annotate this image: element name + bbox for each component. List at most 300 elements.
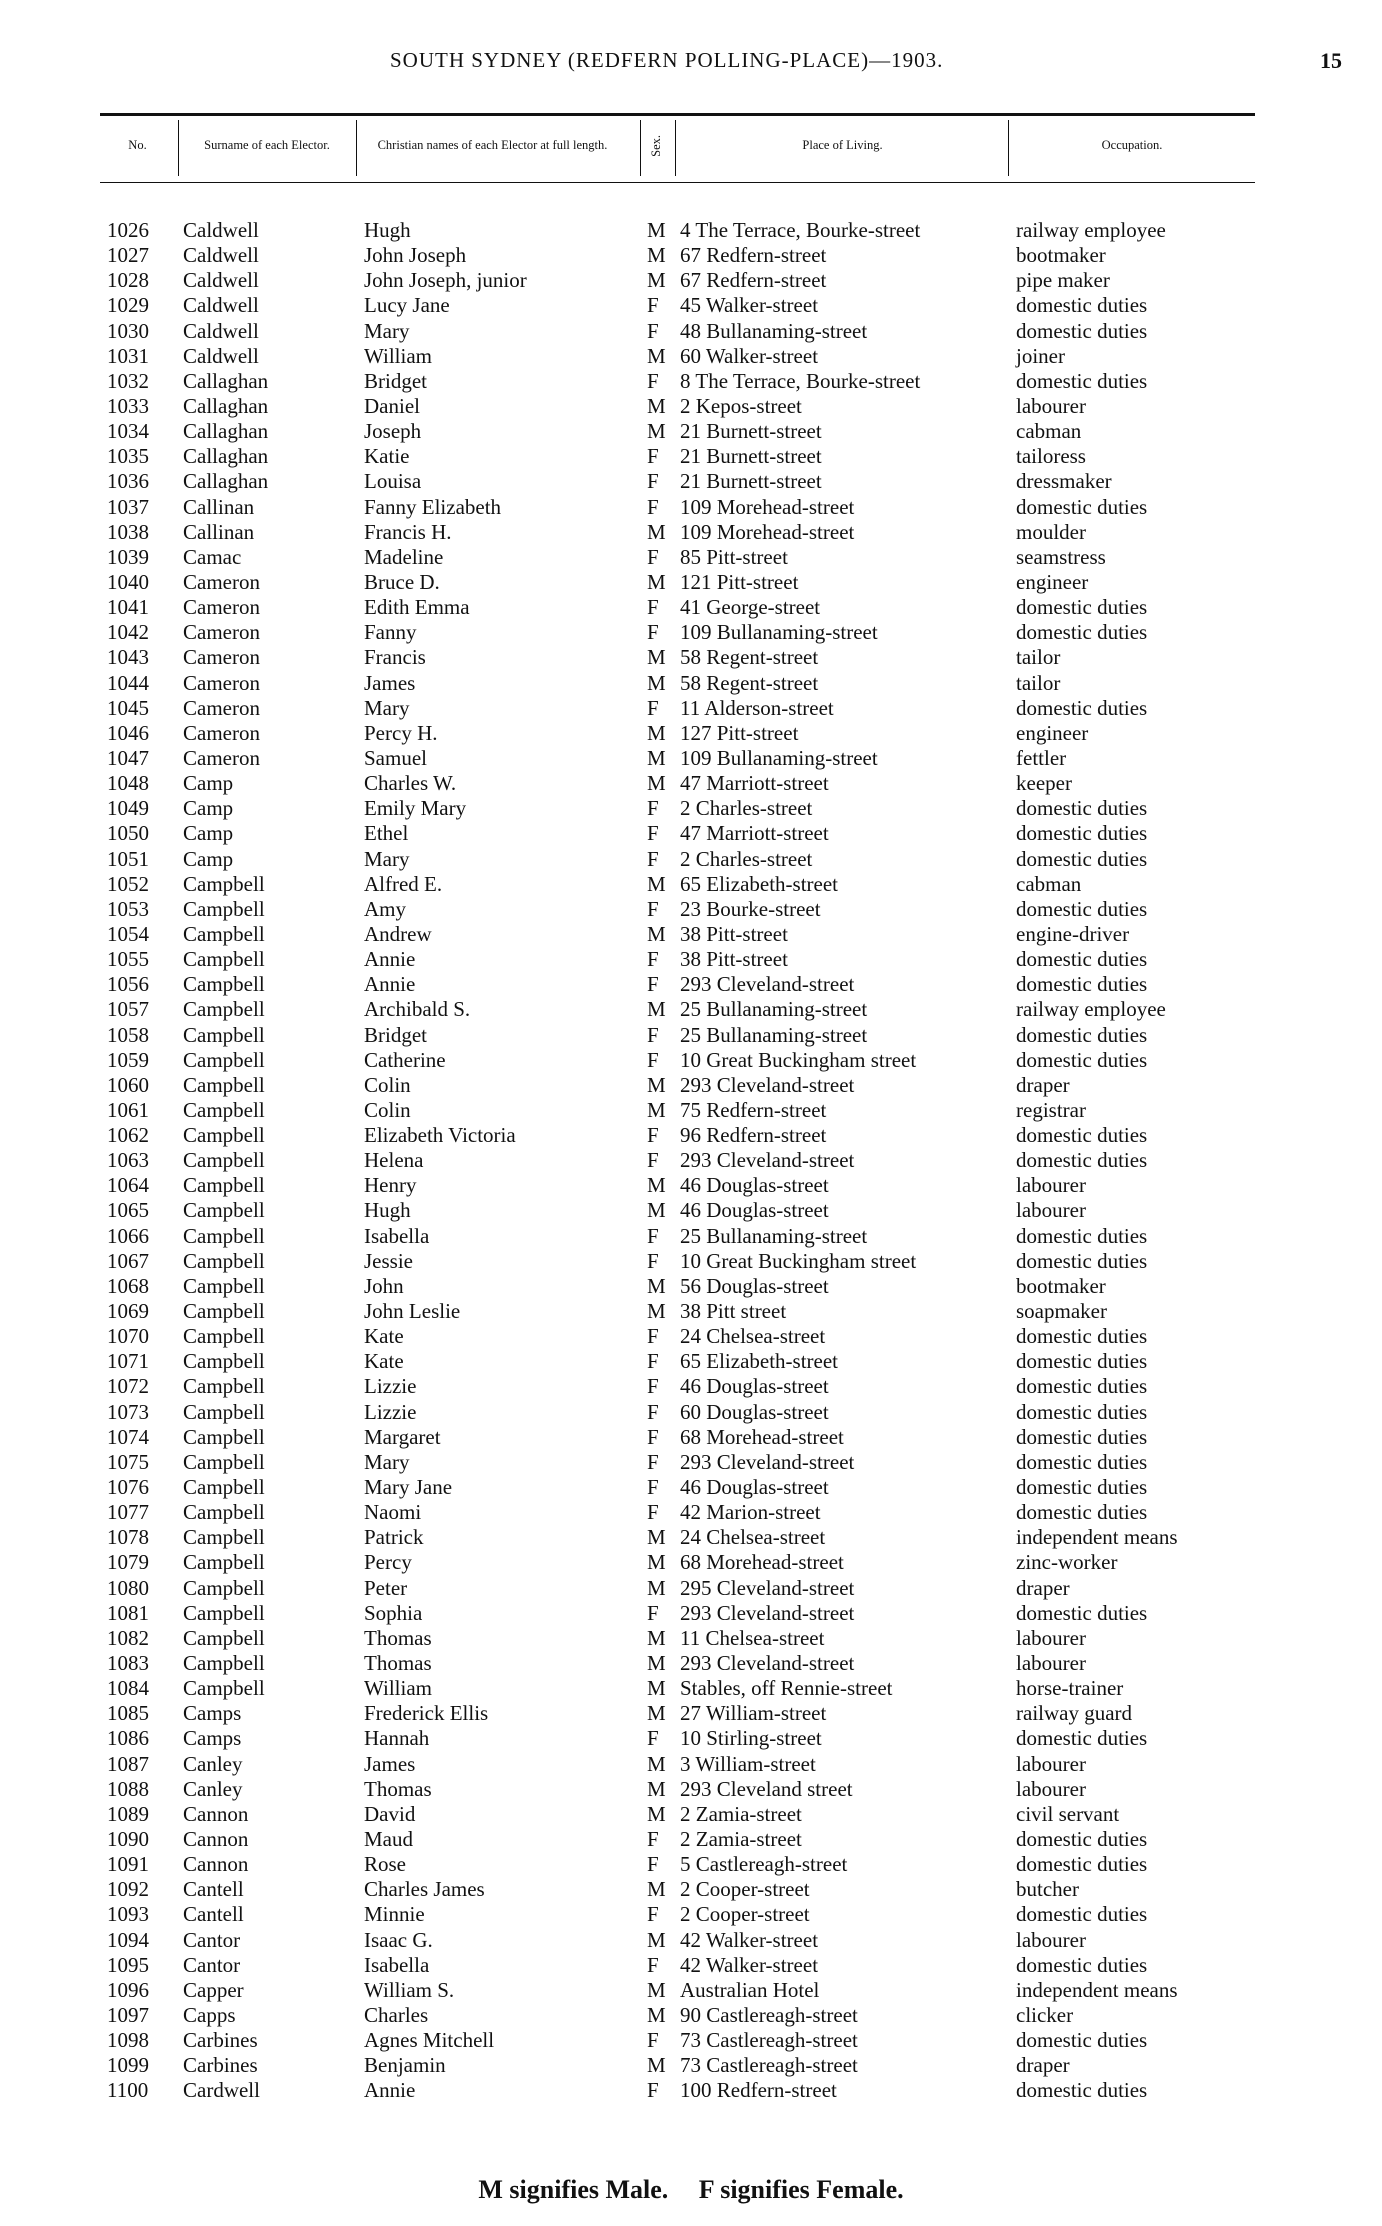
col-header-no: No. xyxy=(128,138,147,153)
elector-sex: M xyxy=(647,720,666,745)
elector-occupation: joiner xyxy=(1016,343,1065,368)
elector-occupation: domestic duties xyxy=(1016,2078,1148,2103)
table-row xyxy=(0,369,1382,394)
elector-number: 1043 xyxy=(107,645,149,670)
elector-sex: M xyxy=(647,519,666,544)
elector-place-of-living: 25 Bullanaming-street xyxy=(680,1223,868,1248)
elector-place-of-living: 46 Douglas-street xyxy=(680,1173,829,1198)
elector-number: 1050 xyxy=(107,821,149,846)
elector-number: 1038 xyxy=(107,519,149,544)
elector-number: 1079 xyxy=(107,1550,149,1575)
elector-christian-names: Isabella xyxy=(364,1223,430,1248)
elector-number: 1098 xyxy=(107,2028,149,2053)
elector-place-of-living: Stables, off Rennie-street xyxy=(680,1676,893,1701)
table-row xyxy=(0,1425,1382,1450)
elector-christian-names: Hannah xyxy=(364,1726,430,1751)
elector-place-of-living: 42 Walker-street xyxy=(680,1927,819,1952)
elector-occupation: domestic duties xyxy=(1016,1399,1148,1424)
table-row xyxy=(0,1274,1382,1299)
elector-surname: Callaghan xyxy=(183,368,269,393)
elector-surname: Campbell xyxy=(183,1123,265,1148)
elector-occupation: cabman xyxy=(1016,871,1082,896)
elector-christian-names: John Joseph, junior xyxy=(364,268,527,293)
table-row xyxy=(0,1023,1382,1048)
elector-surname: Campbell xyxy=(183,1676,265,1701)
elector-place-of-living: 46 Douglas-street xyxy=(680,1374,829,1399)
elector-number: 1089 xyxy=(107,1801,149,1826)
elector-sex: F xyxy=(647,1424,659,1449)
elector-sex: M xyxy=(647,218,666,242)
table-row xyxy=(0,218,1382,243)
elector-christian-names: Thomas xyxy=(364,1651,432,1676)
elector-occupation: domestic duties xyxy=(1016,1726,1148,1751)
elector-occupation: dressmaker xyxy=(1016,469,1112,494)
elector-christian-names: John xyxy=(364,1273,404,1298)
elector-occupation: registrar xyxy=(1016,1097,1086,1122)
elector-place-of-living: 21 Burnett-street xyxy=(680,444,822,469)
elector-occupation: labourer xyxy=(1016,393,1086,418)
elector-occupation: labourer xyxy=(1016,1651,1086,1676)
elector-christian-names: Hugh xyxy=(364,218,411,242)
elector-surname: Campbell xyxy=(183,871,265,896)
elector-number: 1086 xyxy=(107,1726,149,1751)
elector-place-of-living: 2 Charles-street xyxy=(680,796,813,821)
elector-place-of-living: 75 Redfern-street xyxy=(680,1097,827,1122)
elector-place-of-living: 41 George-street xyxy=(680,595,821,620)
elector-occupation: domestic duties xyxy=(1016,318,1148,343)
table-row xyxy=(0,1777,1382,1802)
elector-number: 1026 xyxy=(107,218,149,242)
elector-sex: F xyxy=(647,620,659,645)
elector-surname: Camac xyxy=(183,544,242,569)
elector-number: 1042 xyxy=(107,620,149,645)
elector-surname: Caldwell xyxy=(183,318,259,343)
table-row xyxy=(0,796,1382,821)
elector-number: 1067 xyxy=(107,1248,149,1273)
elector-sex: F xyxy=(647,896,659,921)
elector-number: 1064 xyxy=(107,1173,149,1198)
elector-surname: Campbell xyxy=(183,1324,265,1349)
elector-sex: F xyxy=(647,368,659,393)
elector-number: 1078 xyxy=(107,1525,149,1550)
elector-occupation: domestic duties xyxy=(1016,821,1148,846)
elector-sex: F xyxy=(647,1449,659,1474)
elector-christian-names: Naomi xyxy=(364,1500,422,1525)
elector-sex: M xyxy=(647,1097,666,1122)
elector-number: 1054 xyxy=(107,921,149,946)
table-row xyxy=(0,872,1382,897)
elector-sex: M xyxy=(647,243,666,268)
elector-place-of-living: 121 Pitt-street xyxy=(680,569,799,594)
page-header xyxy=(0,48,1382,88)
elector-sex: F xyxy=(647,1349,659,1374)
table-row xyxy=(0,620,1382,645)
elector-surname: Campbell xyxy=(183,1550,265,1575)
elector-number: 1051 xyxy=(107,846,149,871)
elector-sex: M xyxy=(647,1173,666,1198)
elector-surname: Campbell xyxy=(183,972,265,997)
table-row xyxy=(0,1148,1382,1173)
elector-occupation: seamstress xyxy=(1016,544,1106,569)
elector-number: 1040 xyxy=(107,569,149,594)
elector-number: 1066 xyxy=(107,1223,149,1248)
elector-occupation: railway employee xyxy=(1016,218,1166,242)
elector-surname: Cameron xyxy=(183,670,260,695)
elector-sex: F xyxy=(647,1047,659,1072)
table-row xyxy=(0,1450,1382,1475)
elector-number: 1091 xyxy=(107,1852,149,1877)
elector-occupation: domestic duties xyxy=(1016,1475,1148,1500)
elector-sex: F xyxy=(647,1500,659,1525)
elector-surname: Cameron xyxy=(183,745,260,770)
elector-christian-names: Daniel xyxy=(364,393,420,418)
table-row xyxy=(0,1676,1382,1701)
elector-occupation: draper xyxy=(1016,2053,1070,2078)
elector-place-of-living: 100 Redfern-street xyxy=(680,2078,837,2103)
elector-occupation: domestic duties xyxy=(1016,2028,1148,2053)
elector-surname: Campbell xyxy=(183,1575,265,1600)
elector-surname: Capper xyxy=(183,1977,244,2002)
elector-surname: Callinan xyxy=(183,519,255,544)
table-row xyxy=(0,1173,1382,1198)
elector-surname: Camp xyxy=(183,846,234,871)
col-divider xyxy=(675,120,676,176)
elector-occupation: draper xyxy=(1016,1575,1070,1600)
elector-occupation: domestic duties xyxy=(1016,1500,1148,1525)
elector-christian-names: Mary xyxy=(364,846,410,871)
elector-sex: F xyxy=(647,1902,659,1927)
elector-surname: Canley xyxy=(183,1776,243,1801)
elector-number: 1056 xyxy=(107,972,149,997)
table-row xyxy=(0,2003,1382,2028)
elector-occupation: domestic duties xyxy=(1016,1952,1148,1977)
elector-place-of-living: 65 Elizabeth-street xyxy=(680,871,839,896)
elector-number: 1047 xyxy=(107,745,149,770)
elector-sex: F xyxy=(647,1022,659,1047)
elector-christian-names: Alfred E. xyxy=(364,871,443,896)
elector-surname: Cameron xyxy=(183,720,260,745)
elector-christian-names: Jessie xyxy=(364,1248,413,1273)
elector-christian-names: Bridget xyxy=(364,1022,427,1047)
elector-christian-names: Mary xyxy=(364,318,410,343)
elector-occupation: labourer xyxy=(1016,1198,1086,1223)
elector-place-of-living: 11 Alderson-street xyxy=(680,695,834,720)
elector-surname: Campbell xyxy=(183,896,265,921)
elector-number: 1071 xyxy=(107,1349,149,1374)
table-row xyxy=(0,1827,1382,1852)
elector-sex: F xyxy=(647,494,659,519)
elector-surname: Cameron xyxy=(183,595,260,620)
elector-sex: F xyxy=(647,1248,659,1273)
elector-place-of-living: 96 Redfern-street xyxy=(680,1123,827,1148)
elector-number: 1088 xyxy=(107,1776,149,1801)
elector-place-of-living: 42 Marion-street xyxy=(680,1500,821,1525)
elector-surname: Cameron xyxy=(183,695,260,720)
elector-number: 1039 xyxy=(107,544,149,569)
elector-occupation: pipe maker xyxy=(1016,268,1110,293)
elector-sex: M xyxy=(647,2053,666,2078)
table-row xyxy=(0,1802,1382,1827)
table-row xyxy=(0,2028,1382,2053)
table-row xyxy=(0,319,1382,344)
elector-sex: M xyxy=(647,645,666,670)
elector-christian-names: Louisa xyxy=(364,469,422,494)
elector-sex: F xyxy=(647,444,659,469)
elector-sex: M xyxy=(647,670,666,695)
running-head: SOUTH SYDNEY (REDFERN POLLING-PLACE)—1903. xyxy=(390,48,944,72)
table-row xyxy=(0,1249,1382,1274)
table-row xyxy=(0,847,1382,872)
table-row xyxy=(0,1098,1382,1123)
elector-number: 1097 xyxy=(107,2002,149,2027)
elector-christian-names: Madeline xyxy=(364,544,444,569)
elector-place-of-living: 47 Marriott-street xyxy=(680,771,829,796)
elector-christian-names: Charles W. xyxy=(364,771,457,796)
elector-place-of-living: Australian Hotel xyxy=(680,1977,820,2002)
elector-christian-names: Catherine xyxy=(364,1047,446,1072)
elector-sex: F xyxy=(647,1324,659,1349)
elector-surname: Carbines xyxy=(183,2053,258,2078)
elector-sex: F xyxy=(647,2028,659,2053)
elector-place-of-living: 2 Zamia-street xyxy=(680,1801,802,1826)
col-header-sex: Sex. xyxy=(649,135,664,157)
elector-surname: Campbell xyxy=(183,1173,265,1198)
table-row xyxy=(0,1324,1382,1349)
elector-number: 1055 xyxy=(107,947,149,972)
table-row xyxy=(0,1902,1382,1927)
elector-number: 1080 xyxy=(107,1575,149,1600)
table-row xyxy=(0,1726,1382,1751)
elector-occupation: independent means xyxy=(1016,1977,1178,2002)
elector-occupation: domestic duties xyxy=(1016,1349,1148,1374)
elector-occupation: keeper xyxy=(1016,771,1072,796)
table-row xyxy=(0,1852,1382,1877)
elector-surname: Campbell xyxy=(183,1449,265,1474)
table-row xyxy=(0,469,1382,494)
elector-place-of-living: 23 Bourke-street xyxy=(680,896,821,921)
elector-number: 1032 xyxy=(107,368,149,393)
elector-surname: Carbines xyxy=(183,2028,258,2053)
elector-occupation: engine-driver xyxy=(1016,921,1130,946)
elector-surname: Cameron xyxy=(183,620,260,645)
elector-christian-names: Mary xyxy=(364,1449,410,1474)
table-row xyxy=(0,595,1382,620)
table-row xyxy=(0,997,1382,1022)
elector-occupation: moulder xyxy=(1016,519,1086,544)
table-row xyxy=(0,520,1382,545)
elector-sex: M xyxy=(647,569,666,594)
elector-place-of-living: 21 Burnett-street xyxy=(680,469,822,494)
elector-christian-names: Thomas xyxy=(364,1625,432,1650)
elector-surname: Caldwell xyxy=(183,293,259,318)
elector-surname: Campbell xyxy=(183,1198,265,1223)
elector-number: 1041 xyxy=(107,595,149,620)
elector-sex: M xyxy=(647,1525,666,1550)
elector-place-of-living: 58 Regent-street xyxy=(680,645,819,670)
elector-number: 1036 xyxy=(107,469,149,494)
table-row xyxy=(0,1576,1382,1601)
elector-christian-names: Patrick xyxy=(364,1525,424,1550)
elector-surname: Campbell xyxy=(183,947,265,972)
elector-number: 1033 xyxy=(107,393,149,418)
elector-christian-names: Bruce D. xyxy=(364,569,440,594)
elector-occupation: railway employee xyxy=(1016,997,1166,1022)
elector-occupation: fettler xyxy=(1016,745,1067,770)
elector-occupation: soapmaker xyxy=(1016,1299,1107,1324)
elector-place-of-living: 60 Douglas-street xyxy=(680,1399,829,1424)
elector-place-of-living: 109 Morehead-street xyxy=(680,519,855,544)
elector-sex: F xyxy=(647,1223,659,1248)
elector-surname: Campbell xyxy=(183,1349,265,1374)
elector-sex: M xyxy=(647,1575,666,1600)
table-row xyxy=(0,1123,1382,1148)
elector-number: 1029 xyxy=(107,293,149,318)
elector-christian-names: John Leslie xyxy=(364,1299,461,1324)
elector-christian-names: Elizabeth Victoria xyxy=(364,1123,516,1148)
elector-christian-names: Samuel xyxy=(364,745,427,770)
elector-surname: Campbell xyxy=(183,1424,265,1449)
elector-sex: F xyxy=(647,2078,659,2103)
elector-sex: F xyxy=(647,544,659,569)
elector-occupation: civil servant xyxy=(1016,1801,1120,1826)
elector-place-of-living: 293 Cleveland-street xyxy=(680,1449,855,1474)
elector-number: 1069 xyxy=(107,1299,149,1324)
elector-place-of-living: 67 Redfern-street xyxy=(680,268,827,293)
elector-place-of-living: 46 Douglas-street xyxy=(680,1475,829,1500)
elector-sex: F xyxy=(647,1399,659,1424)
elector-number: 1084 xyxy=(107,1676,149,1701)
table-row xyxy=(0,645,1382,670)
elector-number: 1030 xyxy=(107,318,149,343)
elector-number: 1058 xyxy=(107,1022,149,1047)
elector-place-of-living: 46 Douglas-street xyxy=(680,1198,829,1223)
elector-surname: Campbell xyxy=(183,1022,265,1047)
elector-number: 1057 xyxy=(107,997,149,1022)
elector-christian-names: Percy H. xyxy=(364,720,438,745)
table-row xyxy=(0,1073,1382,1098)
elector-christian-names: Minnie xyxy=(364,1902,425,1927)
table-row xyxy=(0,1475,1382,1500)
elector-surname: Callinan xyxy=(183,494,255,519)
elector-place-of-living: 24 Chelsea-street xyxy=(680,1324,826,1349)
elector-occupation: domestic duties xyxy=(1016,846,1148,871)
elector-surname: Campbell xyxy=(183,1299,265,1324)
elector-number: 1053 xyxy=(107,896,149,921)
elector-number: 1059 xyxy=(107,1047,149,1072)
col-divider xyxy=(356,120,357,176)
elector-place-of-living: 10 Great Buckingham street xyxy=(680,1047,917,1072)
elector-occupation: draper xyxy=(1016,1072,1070,1097)
table-row xyxy=(0,1550,1382,1575)
elector-surname: Callaghan xyxy=(183,393,269,418)
elector-christian-names: James xyxy=(364,670,416,695)
elector-occupation: domestic duties xyxy=(1016,1148,1148,1173)
elector-christian-names: Lizzie xyxy=(364,1399,417,1424)
elector-christian-names: John Joseph xyxy=(364,243,467,268)
elector-surname: Canley xyxy=(183,1751,243,1776)
table-row xyxy=(0,1400,1382,1425)
elector-sex: F xyxy=(647,318,659,343)
elector-christian-names: Helena xyxy=(364,1148,424,1173)
elector-christian-names: Frederick Ellis xyxy=(364,1701,489,1726)
elector-occupation: independent means xyxy=(1016,1525,1178,1550)
elector-number: 1052 xyxy=(107,871,149,896)
elector-place-of-living: 27 William-street xyxy=(680,1701,827,1726)
table-row xyxy=(0,444,1382,469)
elector-surname: Cardwell xyxy=(183,2078,260,2103)
elector-christian-names: Kate xyxy=(364,1324,404,1349)
elector-christian-names: Rose xyxy=(364,1852,406,1877)
elector-occupation: domestic duties xyxy=(1016,1424,1148,1449)
table-row xyxy=(0,1701,1382,1726)
elector-sex: F xyxy=(647,821,659,846)
table-row xyxy=(0,1500,1382,1525)
elector-place-of-living: 109 Bullanaming-street xyxy=(680,620,878,645)
elector-christian-names: Lucy Jane xyxy=(364,293,450,318)
elector-christian-names: William xyxy=(364,343,432,368)
elector-occupation: domestic duties xyxy=(1016,695,1148,720)
elector-place-of-living: 2 Charles-street xyxy=(680,846,813,871)
elector-sex: M xyxy=(647,1072,666,1097)
elector-place-of-living: 295 Cleveland-street xyxy=(680,1575,855,1600)
elector-place-of-living: 2 Cooper-street xyxy=(680,1902,810,1927)
elector-christian-names: Margaret xyxy=(364,1424,441,1449)
elector-occupation: domestic duties xyxy=(1016,368,1148,393)
elector-occupation: domestic duties xyxy=(1016,1374,1148,1399)
elector-number: 1044 xyxy=(107,670,149,695)
elector-number: 1077 xyxy=(107,1500,149,1525)
table-row xyxy=(0,771,1382,796)
elector-place-of-living: 67 Redfern-street xyxy=(680,243,827,268)
elector-occupation: domestic duties xyxy=(1016,1449,1148,1474)
elector-sex: M xyxy=(647,343,666,368)
table-row xyxy=(0,2078,1382,2103)
elector-sex: F xyxy=(647,1600,659,1625)
elector-number: 1094 xyxy=(107,1927,149,1952)
elector-christian-names: Isabella xyxy=(364,1952,430,1977)
elector-christian-names: Kate xyxy=(364,1349,404,1374)
elector-list xyxy=(0,218,1382,2104)
elector-occupation: domestic duties xyxy=(1016,1600,1148,1625)
elector-christian-names: Joseph xyxy=(364,419,422,444)
table-row xyxy=(0,947,1382,972)
elector-surname: Cameron xyxy=(183,645,260,670)
elector-occupation: clicker xyxy=(1016,2002,1074,2027)
table-row xyxy=(0,1525,1382,1550)
elector-place-of-living: 56 Douglas-street xyxy=(680,1273,829,1298)
elector-sex: F xyxy=(647,972,659,997)
elector-christian-names: Annie xyxy=(364,2078,416,2103)
elector-surname: Caldwell xyxy=(183,268,259,293)
elector-place-of-living: 25 Bullanaming-street xyxy=(680,1022,868,1047)
elector-surname: Capps xyxy=(183,2002,236,2027)
elector-christian-names: Francis H. xyxy=(364,519,452,544)
elector-surname: Campbell xyxy=(183,1223,265,1248)
elector-place-of-living: 90 Castlereagh-street xyxy=(680,2002,858,2027)
elector-sex: M xyxy=(647,1273,666,1298)
elector-place-of-living: 11 Chelsea-street xyxy=(680,1625,825,1650)
table-row xyxy=(0,1953,1382,1978)
elector-christian-names: James xyxy=(364,1751,416,1776)
elector-occupation: labourer xyxy=(1016,1776,1086,1801)
table-row xyxy=(0,821,1382,846)
elector-sex: M xyxy=(647,871,666,896)
elector-number: 1049 xyxy=(107,796,149,821)
elector-surname: Campbell xyxy=(183,921,265,946)
elector-surname: Campbell xyxy=(183,1475,265,1500)
elector-occupation: domestic duties xyxy=(1016,1852,1148,1877)
elector-christian-names: Sophia xyxy=(364,1600,423,1625)
